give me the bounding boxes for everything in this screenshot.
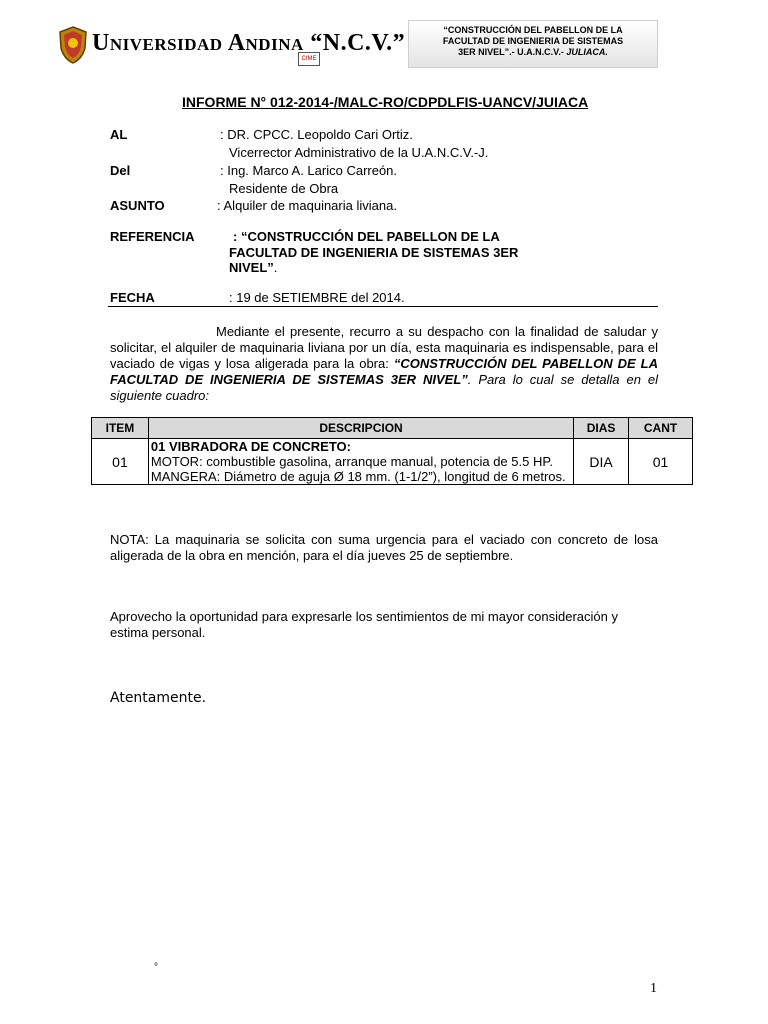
col-header-descripcion: DESCRIPCION <box>148 418 573 439</box>
del-value-2: Residente de Obra <box>229 181 339 196</box>
project-line-2: FACULTAD DE INGENIERIA DE SISTEMAS <box>442 36 624 46</box>
referencia-label: REFERENCIA <box>110 229 195 244</box>
al-label: AL <box>110 127 128 142</box>
project-line-3a: 3ER NIVEL”.- U.A.N.C.V.- <box>458 47 567 57</box>
intro-closing: . Para lo cual se detalla en el siguiente cuadro: <box>110 372 658 403</box>
nota-paragraph: NOTA: La maquinaria se solicita con suma urgencia para el vaciado con concreto de losa aligerada de la obra en mención, para el día jueves 25 de septiembre. <box>110 532 658 563</box>
project-line-3 <box>409 47 657 58</box>
desc-title: 01 VIBRADORA DE CONCRETO: <box>150 439 351 454</box>
project-line-3b: JULIACA. <box>566 47 608 57</box>
desc-motor: MOTOR: combustible gasolina, arranque manual, potencia de 5.5 HP. <box>150 454 553 469</box>
cime-badge: CIME <box>298 52 320 66</box>
referencia-line-1: : “CONSTRUCCIÓN DEL PABELLON DE LA <box>233 229 500 244</box>
document-title: INFORME N° 012-2014-/MALC-RO/CDPDLFIS-UANCV/JUIACA <box>182 94 589 110</box>
university-name: Universidad Andina “N.C.V.” <box>92 30 406 56</box>
cell-descripcion <box>148 439 573 485</box>
fecha-label: FECHA <box>110 290 155 305</box>
cell-dias: DIA <box>574 439 629 485</box>
project-line-1: “CONSTRUCCIÓN DEL PABELLON DE LA <box>443 25 623 35</box>
intro-project-name: “CONSTRUCCIÓN DEL PABELLON DE LA FACULTAD DE INGENIERIA DE SISTEMAS 3ER NIVEL” <box>110 356 658 387</box>
intro-paragraph <box>110 324 658 404</box>
referencia-line-2: FACULTAD DE INGENIERIA DE SISTEMAS 3ER <box>229 245 519 260</box>
del-label: Del <box>110 163 131 178</box>
referencia-line-3a: NIVEL” <box>229 260 274 275</box>
page-number: 1 <box>650 981 657 996</box>
asunto-value: : Alquiler de maquinaria liviana. <box>217 198 397 213</box>
atentamente-closing: Atentamente. <box>110 690 207 706</box>
fecha-value: : 19 de SETIEMBRE del 2014. <box>229 290 405 305</box>
project-header-box <box>408 20 658 68</box>
cell-cant: 01 <box>629 439 693 485</box>
footer-mark: ° <box>154 962 158 973</box>
separator-line <box>108 306 658 307</box>
col-header-item: ITEM <box>92 418 149 439</box>
col-header-cant: CANT <box>629 418 693 439</box>
al-value-2: Vicerrector Administrativo de la U.A.N.C.V.-J. <box>229 145 489 160</box>
cell-item: 01 <box>92 439 149 485</box>
asunto-label: ASUNTO <box>110 198 165 213</box>
university-seal-logo <box>58 26 88 64</box>
table-row <box>92 439 693 485</box>
referencia-line-3 <box>229 260 277 275</box>
del-value: : Ing. Marco A. Larico Carreón. <box>220 163 398 178</box>
table-header-row <box>92 418 693 439</box>
desc-manguera: MANGERA: Diámetro de aguja Ø 18 mm. (1-1/2”), longitud de 6 metros. <box>150 469 566 484</box>
referencia-line-3b: . <box>273 260 278 275</box>
aprovecho-paragraph: Aprovecho la oportunidad para expresarle los sentimientos de mi mayor consideración y estima personal. <box>110 609 618 640</box>
al-value: : DR. CPCC. Leopoldo Cari Ortiz. <box>220 127 413 142</box>
intro-text: Mediante el presente, recurro a su despacho con la finalidad de saludar y solicitar, el alquiler de maquinaria liviana por un día, esta maquinaria es indispensable, para el vaciado de vigas y losa aligerada para la obra: <box>110 324 658 371</box>
machinery-table <box>91 417 693 485</box>
col-header-dias: DIAS <box>574 418 629 439</box>
